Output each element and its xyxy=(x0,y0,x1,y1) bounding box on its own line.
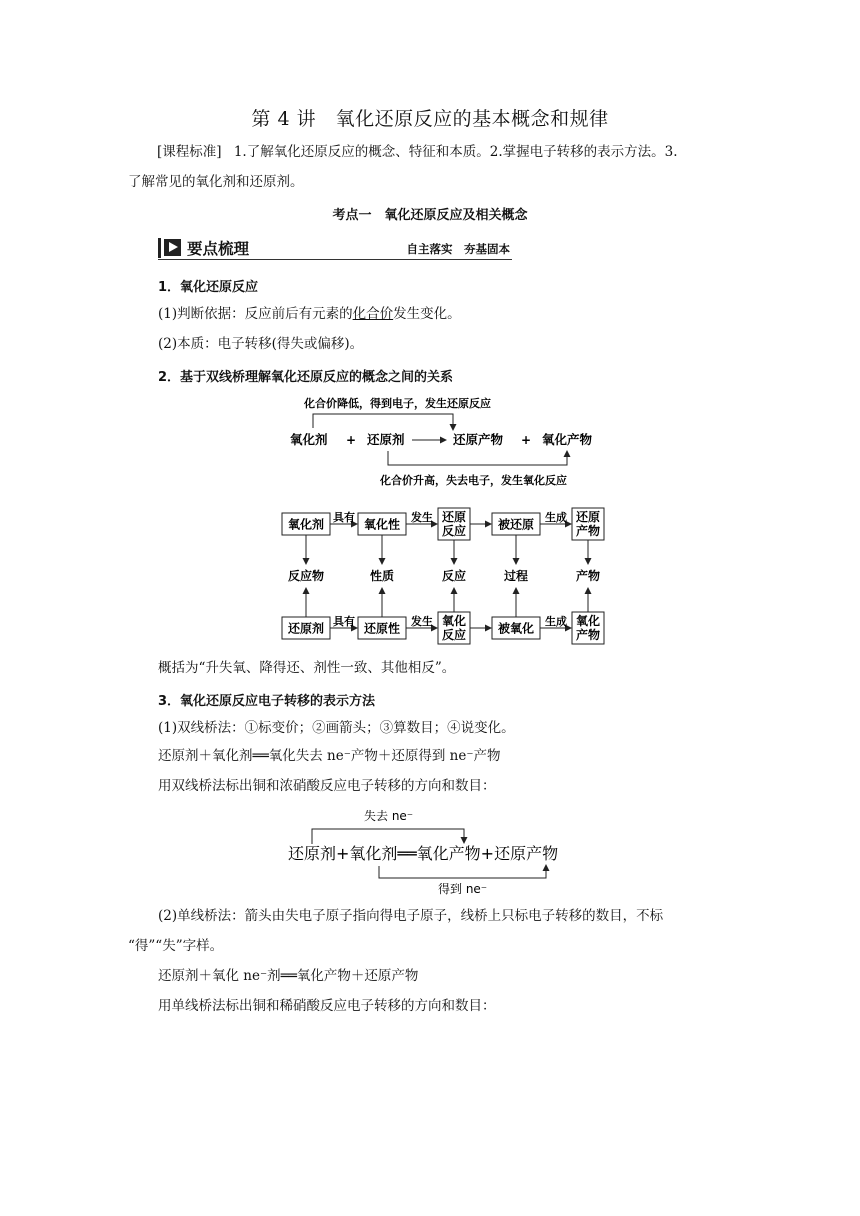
grid-link-label-0-3: 生成 xyxy=(545,511,567,524)
grid-mid-label-0: 反应物 xyxy=(287,569,325,583)
banner-subtitle: 自主落实 夯基固本 xyxy=(406,242,510,256)
grid-label-bottom-3-0: 被氧化 xyxy=(497,621,535,636)
d3-equation: 还原剂+氧化剂══氧化产物+还原产物 xyxy=(288,844,559,863)
heading-relations: 2．基于双线桥理解氧化还原反应的概念之间的关系 xyxy=(158,370,454,385)
grid-link-label-0-0: 具有 xyxy=(333,511,355,524)
task-concentrated: 用双线桥法标出铜和浓硝酸反应电子转移的方向和数目： xyxy=(158,778,496,794)
page-title: 第 4 讲 氧化还原反应的基本概念和规律 xyxy=(251,108,609,130)
banner-title: 要点梳理 xyxy=(187,240,250,258)
grid-label-top-4-0: 还原 xyxy=(575,510,601,524)
basis-key: 化合价 xyxy=(352,306,394,322)
grid-link-label-1-3: 生成 xyxy=(545,615,567,628)
d1-oxidant: 氧化剂 xyxy=(290,432,328,447)
grid-label-bottom-4-0: 氧化 xyxy=(575,614,601,628)
grid-link-label-1-0: 具有 xyxy=(333,615,355,628)
d1-ox-product: 氧化产物 xyxy=(542,432,593,447)
d1-bottom-label: 化合价升高，失去电子，发生氧化反应 xyxy=(380,474,567,487)
single-bridge-line1: (2)单线桥法：箭头由失电子原子指向得电子原子，线桥上只标电子转移的数目，不标 xyxy=(158,908,664,924)
grid-label-top-0-0: 氧化剂 xyxy=(287,517,325,532)
grid-nodes xyxy=(282,508,604,644)
single-bridge-line2: “得”“失”字样。 xyxy=(128,938,224,954)
d3-top-bridge xyxy=(312,829,464,844)
grid-label-bottom-0-0: 还原剂 xyxy=(287,621,325,636)
grid-mid-label-4: 产物 xyxy=(575,569,601,583)
play-icon xyxy=(164,239,181,256)
grid-link-label-1-1: 发生 xyxy=(411,615,433,628)
double-bridge-concept-diagram xyxy=(280,392,610,488)
essence-line: (2)本质：电子转移(得失或偏移)。 xyxy=(158,336,364,352)
double-bridge-steps: (1)双线桥法：①标变价；②画箭头；③算数目；④说变化。 xyxy=(158,720,515,736)
double-bridge-equation-diagram xyxy=(282,804,602,896)
grid-label-bottom-1-0: 还原性 xyxy=(363,621,401,636)
grid-label-bottom-2-0: 氧化 xyxy=(441,614,467,628)
d1-plus2: + xyxy=(521,433,532,447)
d1-red-product: 还原产物 xyxy=(453,432,504,447)
grid-label-top-3-0: 被还原 xyxy=(497,517,535,532)
heading-redox: 1．氧化还原反应 xyxy=(158,280,259,295)
grid-label-bottom-2-1: 反应 xyxy=(441,628,467,642)
d1-bottom-bridge xyxy=(388,451,567,465)
basis-line xyxy=(158,304,461,324)
single-bridge-equation: 还原剂＋氧化 ne⁻剂══氧化产物＋还原产物 xyxy=(158,968,419,984)
basis-post: 发生变化。 xyxy=(393,306,461,322)
grid-link-label-0-1: 发生 xyxy=(411,511,433,524)
d3-bottom-label: 得到 ne⁻ xyxy=(438,882,488,896)
concept-relation-grid xyxy=(280,500,620,650)
grid-label-top-2-0: 还原 xyxy=(441,510,467,524)
grid-label-top-2-1: 反应 xyxy=(441,524,467,538)
banner-bar xyxy=(158,238,161,258)
d1-reductant: 还原剂 xyxy=(367,432,405,447)
course-standard-text: 1.了解氧化还原反应的概念、特征和本质。2.掌握电子转移的表示方法。3. xyxy=(233,144,678,160)
double-bridge-equation: 还原剂＋氧化剂══氧化失去 ne⁻产物＋还原得到 ne⁻产物 xyxy=(158,748,501,764)
key-points-banner xyxy=(158,237,512,260)
grid-label-bottom-4-1: 产物 xyxy=(575,628,601,642)
heading-transfer: 3．氧化还原反应电子转移的表示方法 xyxy=(158,694,376,709)
d1-plus1: + xyxy=(346,433,357,447)
d1-top-bridge xyxy=(313,414,453,430)
grid-label-top-1-0: 氧化性 xyxy=(363,517,401,532)
grid-mid-label-2: 反应 xyxy=(441,569,467,583)
summary-line: 概括为“升失氧、降得还、剂性一致、其他相反”。 xyxy=(158,660,456,676)
course-standard-line2: 了解常见的氧化剂和还原剂。 xyxy=(128,174,304,190)
d1-top-label: 化合价降低，得到电子，发生还原反应 xyxy=(304,397,491,410)
grid-mid-label-3: 过程 xyxy=(503,569,529,583)
basis-pre: (1)判断依据：反应前后有元素的 xyxy=(158,306,353,322)
grid-mid-label-1: 性质 xyxy=(369,569,395,583)
d3-bottom-bridge xyxy=(379,865,546,878)
course-standard-tag: [课程标准] xyxy=(157,144,222,160)
task-dilute: 用单线桥法标出铜和稀硝酸反应电子转移的方向和数目： xyxy=(158,998,496,1014)
section-kaodian: 考点一 氧化还原反应及相关概念 xyxy=(332,208,528,223)
grid-label-top-4-1: 产物 xyxy=(575,524,601,538)
course-standard-line1 xyxy=(157,142,677,162)
d3-top-label: 失去 ne⁻ xyxy=(364,809,414,823)
